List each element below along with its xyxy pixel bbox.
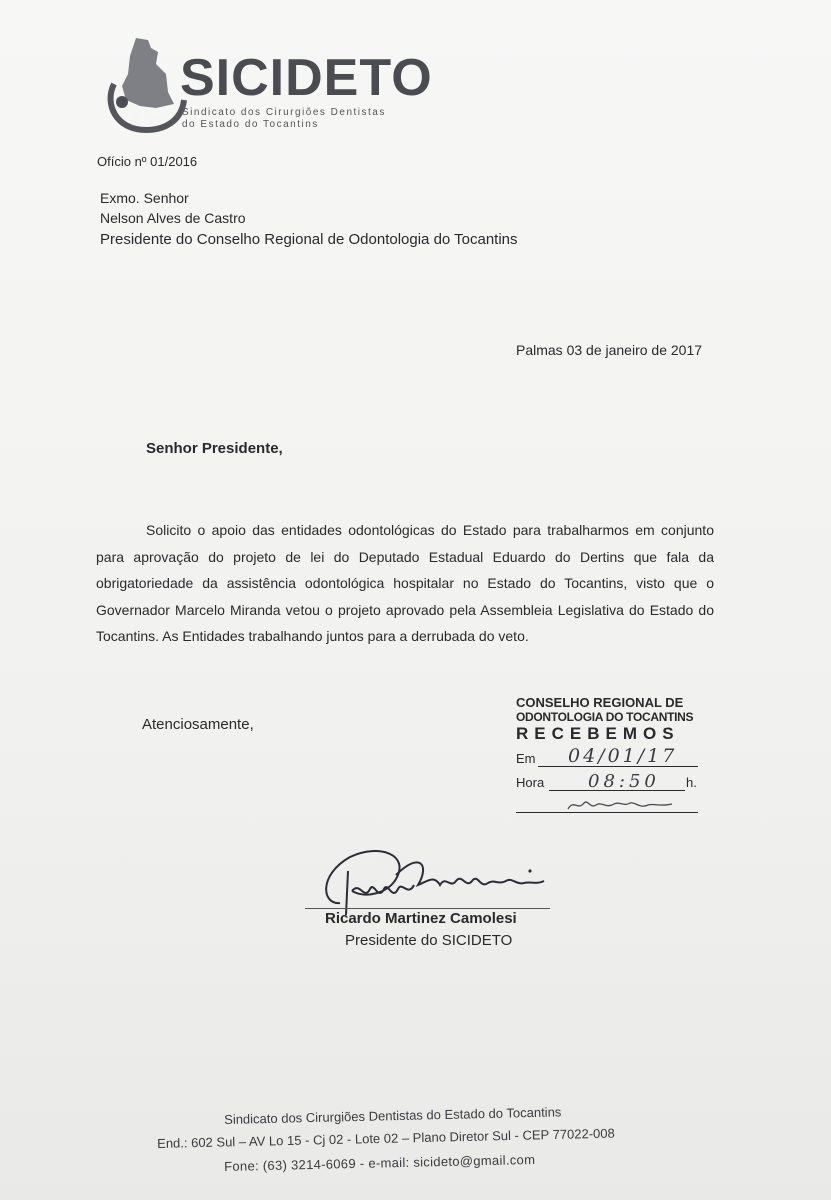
stamp-date-value: 04/01/17 [568,745,678,767]
reception-stamp [516,695,701,820]
stamp-time-label: Hora [516,775,545,790]
recipient-salutation: Exmo. Senhor [100,190,189,206]
letter-body: Solicito o apoio das entidades odontológicas do Estado para trabalharmos em conjunto para aprovação do projeto de lei do Deputado Estadual Eduardo do Dertins que fala da obrigatoriedade da assistência odontológica hospitalar no Estado do Tocantins, visto que o Governador Marcelo Miranda vetou o projeto aprovado pela Assembleia Legislativa do Estado do Tocantins. As Entidades trabalhando juntos para a derrubada do veto. [96,522,714,644]
stamp-date-label: Em [516,751,536,766]
place-date: Palmas 03 de janeiro de 2017 [516,342,703,358]
stamp-bottom-line [516,812,698,813]
recipient-title: Presidente do Conselho Regional de Odontologia do Tocantins [100,231,518,248]
footer-address: End.: 602 Sul – AV Lo 15 - Cj 02 - Lote 02 – Plano Diretor Sul - CEP 77022-008 [157,1125,615,1151]
footer-org-name: Sindicato dos Cirurgiões Dentistas do Estado do Tocantins [224,1104,562,1127]
stamp-line1: CONSELHO REGIONAL DE [516,695,684,710]
stamp-time-suffix: h. [686,775,697,790]
recipient-name: Nelson Alves de Castro [100,210,246,226]
signatory-role: Presidente do SICIDETO [345,932,513,949]
document-reference: Ofício nº 01/2016 [97,154,198,169]
org-name: SICIDETO [180,49,433,107]
greeting: Senhor Presidente, [146,440,283,457]
signatory-name: Ricardo Martinez Camolesi [325,910,517,927]
closing: Atenciosamente, [142,716,254,733]
stamp-line2: ODONTOLOGIA DO TOCANTINS [516,710,694,724]
footer-contact: Fone: (63) 3214-6069 - e-mail: sicideto@gmail.com [224,1151,536,1174]
org-subtitle-line1: Sindicato dos Cirurgiões Dentistas [182,107,386,118]
org-subtitle-line2: do Estado do Tocantins [182,119,319,130]
stamp-time-value: 08:50 [588,771,660,792]
signature-line [305,908,550,909]
stamp-received: RECEBEMOS [516,724,680,743]
